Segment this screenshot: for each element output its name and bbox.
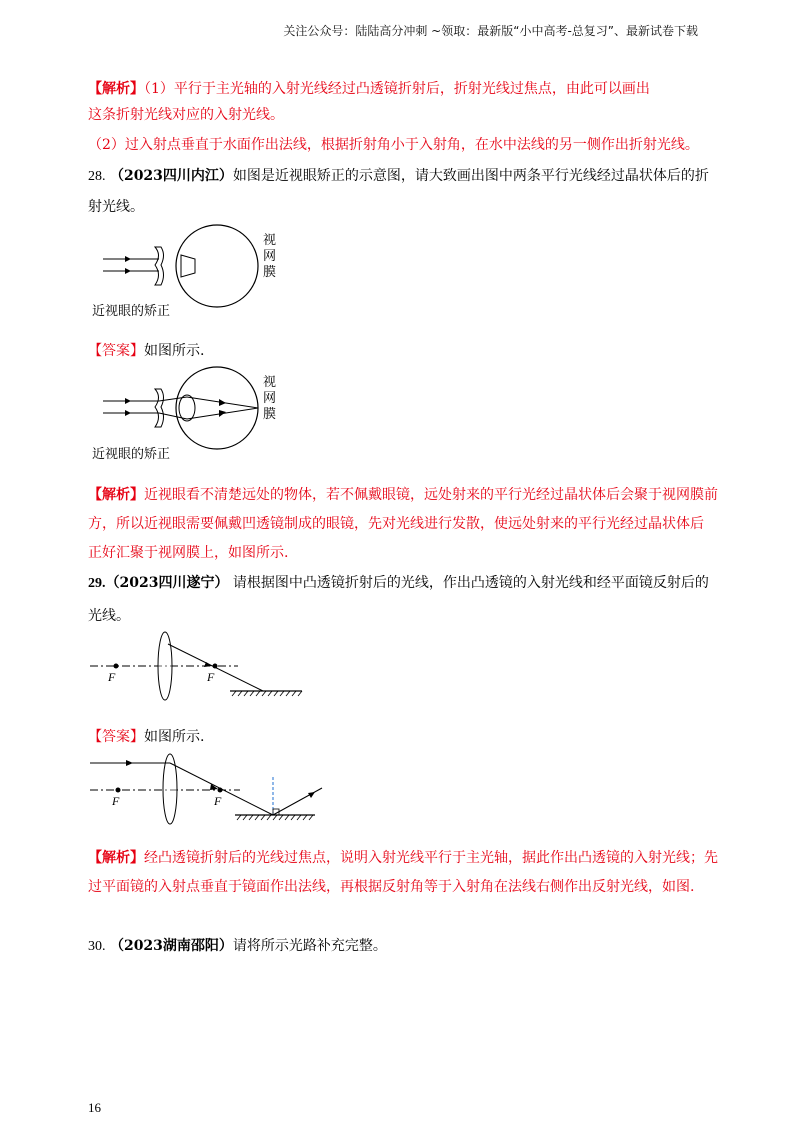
- focus-label: F: [207, 670, 215, 684]
- page-header: 关注公众号：陆陆高分冲刺 ~领取：最新版“小中高考-总复习”、最新试卷下载: [283, 24, 698, 38]
- lens-mirror-figure: [90, 630, 320, 705]
- prev-analysis: [88, 77, 728, 157]
- question-source: （2023四川内江）: [109, 168, 233, 184]
- retina-label: 视 网 膜: [263, 233, 277, 280]
- focus-label: F: [214, 794, 222, 808]
- answer-tag: 【答案】: [88, 729, 144, 745]
- retina-label: 视 网 膜: [263, 375, 277, 422]
- question-28: [88, 164, 728, 219]
- analysis-tag: 【解析】: [88, 850, 144, 866]
- figure-caption: 近视眼的矫正: [92, 304, 171, 319]
- question-number: 30.: [88, 939, 106, 954]
- question-number: 29.: [88, 576, 106, 591]
- analysis-28: [88, 481, 728, 568]
- analysis-tag: 【解析】: [88, 487, 144, 503]
- question-text: 请根据图中凸透镜折射后的光线，作出凸透镜的入射光线和经平面镜反射后的: [232, 575, 709, 591]
- analysis-line: 这条折射光线对应的入射光线。: [88, 107, 284, 123]
- answer-29: [88, 725, 204, 749]
- answer-28: [88, 339, 204, 363]
- question-number: 28.: [88, 169, 106, 184]
- analysis-line: （2）过入射点垂直于水面作出法线，根据折射角小于入射角，在水中法线的另一侧作出折射光线。: [88, 137, 699, 153]
- question-29: [88, 571, 728, 628]
- analysis-line: 过平面镜的入射点垂直于镜面作出法线，再根据反射角等于入射角在法线右侧作出反射光线，如图.: [88, 879, 695, 895]
- question-text: 光线。: [88, 608, 130, 624]
- answer-tag: 【答案】: [88, 343, 144, 359]
- focus-label: F: [108, 670, 116, 684]
- question-text: 请将所示光路补充完整。: [232, 938, 387, 954]
- analysis-line: 经凸透镜折射后的光线过焦点，说明入射光线平行于主光轴，据此作出凸透镜的入射光线；先: [144, 850, 718, 866]
- question-30: [88, 934, 728, 959]
- analysis-line: 方，所以近视眼需要佩戴凹透镜制成的眼镜，先对光线进行发散，使远处射来的平行光经过晶状体后: [88, 516, 704, 532]
- analysis-line: （1）平行于主光轴的入射光线经过凸透镜折射后，折射光线过焦点，由此可以画出: [144, 81, 650, 97]
- question-text: 射光线。: [88, 199, 144, 215]
- question-text: 如图是近视眼矫正的示意图，请大致画出图中两条平行光线经过晶状体后的折: [232, 168, 709, 184]
- analysis-line: 正好汇聚于视网膜上，如图所示.: [88, 545, 289, 561]
- analysis-tag: 【解析】: [88, 81, 144, 97]
- page-number: 16: [88, 1100, 101, 1115]
- analysis-line: 近视眼看不清楚远处的物体，若不佩戴眼镜，远处射来的平行光经过晶状体后会聚于视网膜前: [144, 487, 718, 503]
- question-source: （2023四川遂宁）: [105, 575, 229, 591]
- focus-label: F: [112, 794, 120, 808]
- answer-text: 如图所示.: [144, 343, 205, 359]
- lens-mirror-answer-figure: [90, 752, 330, 827]
- question-source: （2023湖南邵阳）: [109, 938, 233, 954]
- figure-caption: 近视眼的矫正: [92, 447, 171, 462]
- analysis-29: [88, 844, 728, 902]
- answer-text: 如图所示.: [144, 729, 205, 745]
